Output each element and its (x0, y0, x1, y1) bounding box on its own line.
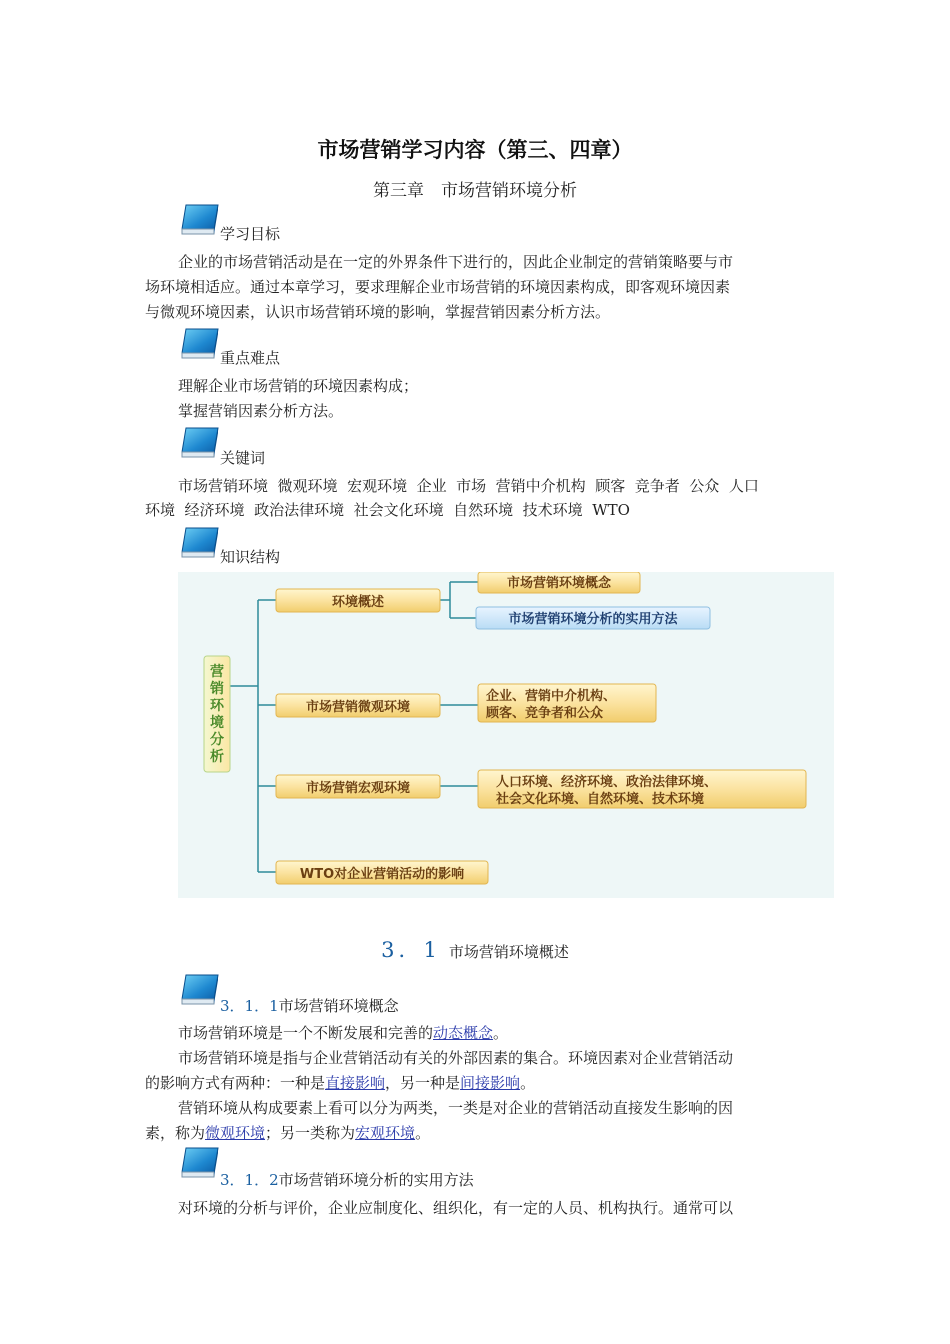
book-icon (180, 426, 220, 460)
book-icon (180, 973, 220, 1007)
text-run: 。 (415, 1124, 431, 1142)
mindmap-node-micro (276, 694, 440, 717)
link-dynamic-concept[interactable]: 动态概念 (433, 1024, 494, 1042)
chapter-heading: 第三章 市场营销环境分析 (373, 181, 577, 201)
mindmap-node-analysis-method (476, 607, 710, 629)
section-heading-structure: 知识结构 (220, 548, 281, 566)
svg-text:市场营销环境分析的实用方法: 市场营销环境分析的实用方法 (508, 612, 678, 627)
paragraph-line: 掌握营销因素分析方法。 (178, 402, 344, 420)
section-heading-key-points: 重点难点 (220, 349, 281, 367)
mindmap-node-macro-items (478, 770, 806, 808)
paragraph-line: 理解企业市场营销的环境因素构成； (178, 377, 419, 395)
section-3-1-heading (0, 934, 950, 964)
text-run: 的影响方式有两种：一种是 (145, 1074, 326, 1092)
text-run: 。 (520, 1074, 536, 1092)
paragraph-line: 场环境相适应。通过本章学习，要求理解企业市场营销的环境因素构成，即客观环境因素 (145, 278, 731, 296)
subsection-number: 3．1．2 (220, 1171, 279, 1189)
root-char: 环 (210, 698, 224, 714)
svg-text:顾客、竞争者和公众: 顾客、竞争者和公众 (486, 706, 604, 721)
text-run: 市场营销环境是一个不断发展和完善的 (178, 1024, 434, 1042)
link-macro-environment[interactable]: 宏观环境 (355, 1124, 416, 1142)
paragraph-line: 对环境的分析与评价，企业应制度化、组织化，有一定的人员、机构执行。通常可以 (178, 1199, 734, 1217)
subsection-title: 市场营销环境概念 (278, 997, 399, 1015)
book-icon (180, 203, 220, 237)
subsection-3-1-2-heading (220, 1170, 474, 1190)
svg-text:市场营销环境概念: 市场营销环境概念 (506, 576, 612, 591)
paragraph-line (145, 1071, 805, 1096)
root-char: 营 (210, 664, 224, 680)
svg-text:社会文化环境、自然环境、技术环境: 社会文化环境、自然环境、技术环境 (496, 792, 705, 807)
subsection-number: 3．1．1 (220, 997, 279, 1015)
text-run: ；另一类称为 (265, 1124, 356, 1142)
section-heading-goals: 学习目标 (220, 225, 281, 243)
document-title: 市场营销学习内容（第三、四章） (317, 137, 633, 162)
section-heading-keywords: 关键词 (220, 449, 266, 467)
root-char: 析 (210, 749, 224, 765)
keywords-line: 市场营销环境 微观环境 宏观环境 企业 市场 营销中介机构 顾客 竞争者 公众 人口 (178, 477, 759, 495)
keywords-line: 环境 经济环境 政治法律环境 社会文化环境 自然环境 技术环境 WTO (145, 501, 630, 519)
link-micro-environment[interactable]: 微观环境 (205, 1124, 266, 1142)
mindmap-node-concept (478, 572, 640, 593)
subsection-3-1-1-heading (220, 996, 399, 1016)
link-indirect-influence[interactable]: 间接影响 (460, 1074, 521, 1092)
mindmap-node-wto (276, 861, 488, 884)
paragraph-line (145, 1121, 805, 1146)
subsection-title: 市场营销环境分析的实用方法 (278, 1171, 474, 1189)
text-run: 素，称为 (145, 1124, 206, 1142)
paragraph-line: 企业的市场营销活动是在一定的外界条件下进行的，因此企业制定的营销策略要与市 (178, 253, 734, 271)
book-icon (180, 327, 220, 361)
svg-text:人口环境、经济环境、政治法律环境、: 人口环境、经济环境、政治法律环境、 (496, 775, 718, 790)
mindmap-root (204, 656, 230, 772)
paragraph-line: 市场营销环境是指与企业营销活动有关的外部因素的集合。环境因素对企业营销活动 (178, 1049, 734, 1067)
svg-text:环境概述: 环境概述 (331, 595, 385, 610)
root-char: 境 (210, 715, 224, 731)
svg-text:企业、营销中介机构、: 企业、营销中介机构、 (486, 689, 617, 704)
root-char: 分 (210, 732, 224, 748)
paragraph-line (178, 1021, 838, 1046)
section-number: 3．1 (381, 938, 441, 962)
text-run: ，另一种是 (385, 1074, 461, 1092)
connector-lines (228, 582, 478, 872)
paragraph-line: 与微观环境因素，认识市场营销环境的影响，掌握营销因素分析方法。 (145, 303, 611, 321)
text-run: 。 (493, 1024, 509, 1042)
root-char: 销 (210, 681, 224, 697)
mindmap-node-overview (276, 589, 440, 612)
mindmap-node-micro-items (478, 684, 656, 722)
section-title: 市场营销环境概述 (448, 943, 569, 961)
book-icon (180, 526, 220, 560)
svg-text:WTO对企业营销活动的影响: WTO对企业营销活动的影响 (299, 867, 465, 882)
book-icon (180, 1146, 220, 1180)
knowledge-structure-diagram (178, 572, 834, 898)
paragraph-line: 营销环境从构成要素上看可以分为两类，一类是对企业的营销活动直接发生影响的因 (178, 1099, 734, 1117)
mindmap-node-macro (276, 775, 440, 798)
svg-text:市场营销微观环境: 市场营销微观环境 (305, 700, 411, 715)
svg-text:市场营销宏观环境: 市场营销宏观环境 (305, 781, 411, 796)
link-direct-influence[interactable]: 直接影响 (325, 1074, 386, 1092)
